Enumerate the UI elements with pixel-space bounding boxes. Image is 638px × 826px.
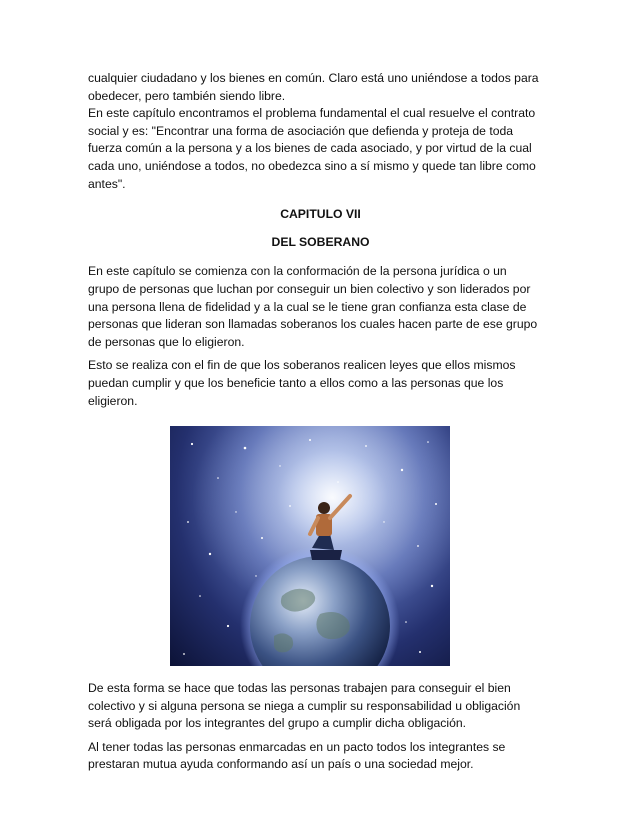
- text-line: una persona llena de fidelidad y a la cual se le tiene gran confianza esta clase de: [88, 299, 527, 314]
- text-line: será obligada por los integrantes del grupo a cumplir dicha obligación.: [88, 716, 467, 731]
- text-line: eligieron.: [88, 393, 138, 408]
- chapter-title: DEL SOBERANO: [271, 234, 370, 249]
- text-line: En este capítulo encontramos el problema fundamental el cual resuelve el contrato: [88, 106, 536, 121]
- text-line: cada uno, uniéndose a todos, no obedezca sino a sí mismo y quede tan libre como: [88, 158, 536, 173]
- text-line: Esto se realiza con el fin de que los soberanos realicen leyes que ellos mismos: [88, 358, 516, 373]
- text-line: obedecer, pero también siendo libre.: [88, 88, 286, 103]
- text-line: Al tener todas las personas enmarcadas en un pacto todos los integrantes se: [88, 739, 506, 754]
- document-page: [88, 70, 553, 774]
- text-line: En este capítulo se comienza con la conformación de la persona jurídica o un: [88, 264, 507, 279]
- text-line: antes".: [88, 176, 126, 191]
- body-paragraph-1: [88, 263, 553, 351]
- text-line: fuerza común a la persona y a los bienes de cada asociado, y por virtud de la cual: [88, 141, 532, 156]
- text-line: de personas que lo eligieron.: [88, 334, 245, 349]
- body-paragraph-4: [88, 739, 553, 774]
- illustration-boy-on-globe: [170, 426, 450, 666]
- text-line: grupo de personas que luchan por conseguir un bien colectivo y son liderados por: [88, 281, 531, 296]
- text-line: social y es: "Encontrar una forma de asociación que defienda y proteja de toda: [88, 123, 514, 138]
- text-line: prestaran mutua ayuda conformando así un país o una sociedad mejor.: [88, 757, 474, 772]
- text-line: cualquier ciudadano y los bienes en común. Claro está uno uniéndose a todos para: [88, 71, 539, 85]
- globe-illustration-svg: [170, 426, 450, 666]
- body-paragraph-2: [88, 357, 553, 410]
- text-line: personas que lideran son llamadas soberanos los cuales hacen parte de ese grupo: [88, 317, 538, 332]
- text-line: De esta forma se hace que todas las personas trabajen para conseguir el bien: [88, 681, 511, 696]
- body-paragraph-3: [88, 680, 553, 733]
- intro-paragraph: [88, 70, 553, 193]
- chapter-number: CAPITULO VII: [280, 207, 361, 222]
- text-line: colectivo y si alguna persona se niega a cumplir su responsabilidad u obligación: [88, 698, 521, 713]
- text-line: puedan cumplir y que los beneficie tanto a ellos como a las personas que los: [88, 375, 504, 390]
